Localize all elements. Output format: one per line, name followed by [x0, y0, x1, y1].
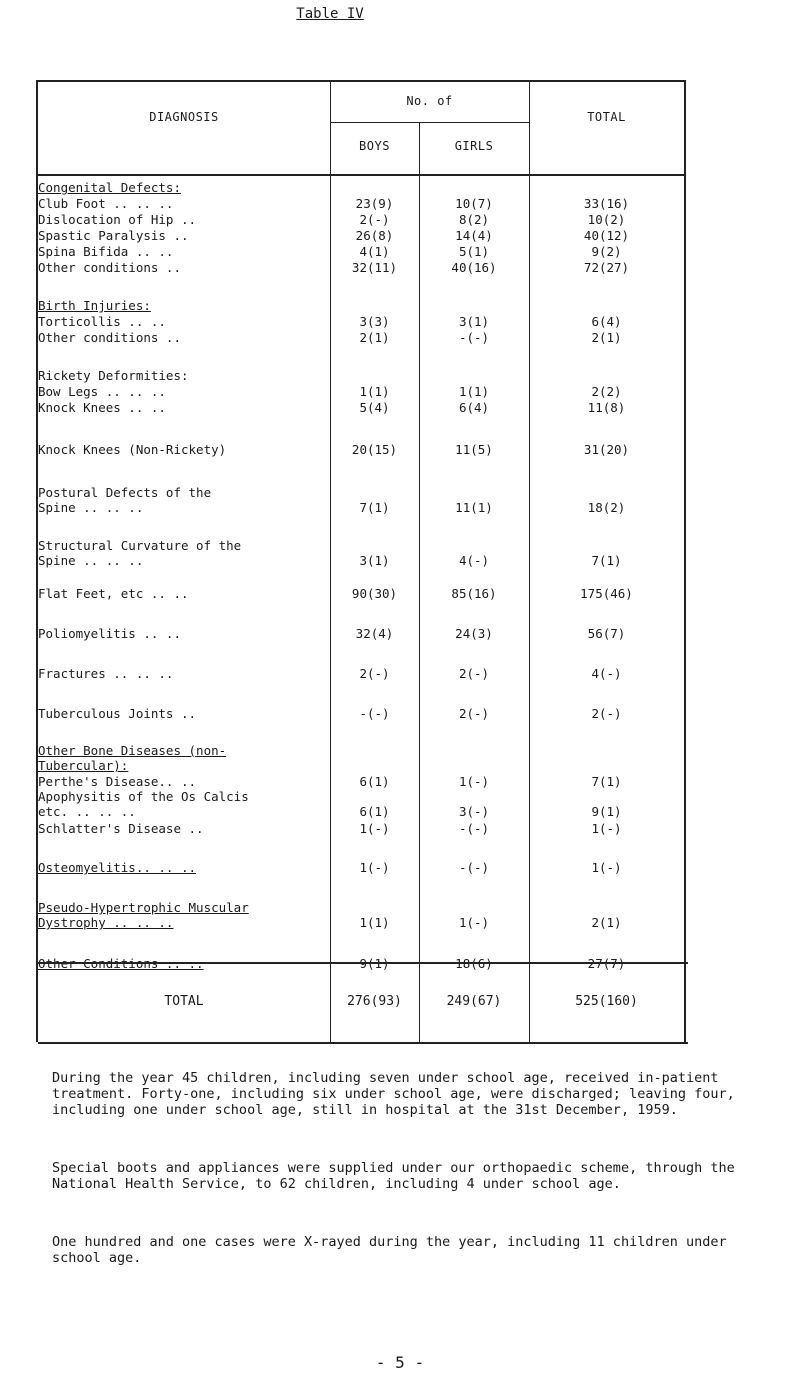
cell-boys: 26(8) — [355, 228, 394, 243]
cell-total: 9(2) — [591, 244, 622, 259]
total-row-girls: 249(67) — [446, 994, 502, 1009]
row-label-line: Congenital Defects: — [38, 180, 181, 195]
cell-girls: 5(1) — [458, 244, 490, 259]
row-label — [38, 666, 328, 681]
cell-girls: 85(16) — [451, 586, 497, 601]
total-row-boys: 276(93) — [347, 994, 402, 1009]
header-divider — [38, 174, 684, 176]
cell-total: 7(1) — [591, 553, 622, 568]
cell-boys: 90(30) — [351, 586, 398, 601]
row-label-line: Structural Curvature of the — [38, 538, 242, 553]
header-boys: BOYS — [359, 139, 390, 153]
cell-total: 33(16) — [583, 196, 630, 211]
page-number: - 5 - — [375, 1353, 425, 1372]
total-row-total: 525(160) — [575, 994, 638, 1009]
cell-boys: 6(1) — [359, 804, 390, 819]
cell-girls: 14(4) — [455, 228, 493, 243]
row-label — [38, 860, 328, 875]
row-label-line: Other conditions .. — [38, 260, 181, 275]
row-label-line: etc. .. .. .. — [38, 804, 136, 819]
cell-girls: 1(-) — [458, 915, 490, 930]
row-label — [38, 900, 328, 930]
cell-total: 2(2) — [591, 384, 622, 399]
cell-girls: 10(7) — [455, 196, 493, 211]
row-label — [38, 298, 328, 313]
row-label-line: Birth Injuries: — [38, 298, 151, 313]
cell-boys: 9(1) — [359, 956, 390, 971]
row-label — [38, 330, 328, 345]
row-label — [38, 368, 328, 383]
cell-total: 11(8) — [587, 400, 626, 415]
cell-boys: 3(1) — [359, 553, 390, 568]
cell-total: 2(1) — [591, 330, 622, 345]
row-label — [38, 260, 328, 275]
cell-boys: 2(-) — [359, 212, 390, 227]
cell-girls: 2(-) — [458, 706, 490, 721]
header-total: TOTAL — [587, 110, 626, 124]
cell-boys: 5(4) — [359, 400, 390, 415]
row-label-line: Spastic Paralysis .. — [38, 228, 189, 243]
row-label — [38, 538, 328, 568]
row-label-line: Bow Legs .. .. .. — [38, 384, 166, 399]
cell-boys: 23(9) — [355, 196, 394, 211]
row-label — [38, 821, 328, 836]
row-label-line: Osteomyelitis.. .. .. — [38, 860, 197, 875]
row-label-line: Pseudo-Hypertrophic Muscular — [38, 900, 249, 915]
cell-boys: 20(15) — [351, 442, 398, 457]
cell-boys: 1(1) — [359, 384, 390, 399]
cell-girls: 1(1) — [458, 384, 490, 399]
row-label — [38, 586, 328, 601]
row-label-line: Knock Knees .. .. — [38, 400, 166, 415]
row-label — [38, 706, 328, 721]
cell-boys: 1(1) — [359, 915, 390, 930]
row-label — [38, 228, 328, 243]
cell-total: 18(2) — [587, 500, 626, 515]
row-label-line: Rickety Deformities: — [38, 368, 189, 383]
row-label — [38, 180, 328, 195]
row-label-line: Other conditions .. — [38, 330, 181, 345]
cell-girls: 6(4) — [458, 400, 490, 415]
row-label-line: Tuberculous Joints .. — [38, 706, 197, 721]
cell-total: 2(1) — [591, 915, 622, 930]
row-label-line: Apophysitis of the Os Calcis — [38, 789, 249, 804]
cell-boys: 32(4) — [355, 626, 394, 641]
row-label-line: Spine .. .. .. — [38, 500, 144, 515]
cell-girls: 1(-) — [458, 774, 490, 789]
cell-girls: -(-) — [458, 330, 490, 345]
cell-girls: 2(-) — [458, 666, 490, 681]
cell-boys: 7(1) — [359, 500, 390, 515]
row-label — [38, 400, 328, 415]
row-label-line: Perthe's Disease.. .. — [38, 774, 197, 789]
cell-total: 4(-) — [591, 666, 622, 681]
cell-girls: 40(16) — [451, 260, 497, 275]
row-label — [38, 789, 328, 819]
cell-girls: 8(2) — [458, 212, 490, 227]
row-label-line: Flat Feet, etc .. .. — [38, 586, 189, 601]
row-label-line: Dislocation of Hip .. — [38, 212, 197, 227]
row-label-line: Spine .. .. .. — [38, 553, 144, 568]
header-girls: GIRLS — [454, 139, 494, 153]
row-label — [38, 743, 328, 773]
cell-boys: 6(1) — [359, 774, 390, 789]
cell-total: 27(7) — [587, 956, 626, 971]
cell-total: 175(46) — [580, 586, 633, 601]
row-label — [38, 314, 328, 329]
cell-boys: 4(1) — [359, 244, 390, 259]
cell-total: 10(2) — [587, 212, 626, 227]
cell-boys: 2(1) — [359, 330, 390, 345]
row-label-line: Knock Knees (Non-Rickety) — [38, 442, 227, 457]
cell-girls: 3(1) — [458, 314, 490, 329]
row-label-line: Schlatter's Disease .. — [38, 821, 204, 836]
cell-total: 40(12) — [583, 228, 630, 243]
cell-total: 31(20) — [583, 442, 630, 457]
paragraph-inpatient: During the year 45 children, including seven under school age, received in-patient treatment. Forty-one, including six under school age, were discharged; leaving four, including one under school age, still in hospital at the 31st December, 1959. — [52, 1070, 735, 1118]
row-label-line: Fractures .. .. .. — [38, 666, 174, 681]
cell-boys: 3(3) — [359, 314, 390, 329]
cell-boys: -(-) — [359, 706, 390, 721]
row-label — [38, 485, 328, 515]
cell-total: 1(-) — [591, 860, 622, 875]
cell-girls: 4(-) — [458, 553, 490, 568]
row-label — [38, 774, 328, 789]
cell-girls: 24(3) — [455, 626, 493, 641]
row-label — [38, 212, 328, 227]
total-row-label: TOTAL — [164, 994, 204, 1009]
header-divider — [330, 122, 529, 123]
paragraph-xray: One hundred and one cases were X-rayed during the year, including 11 children under school age. — [52, 1234, 727, 1266]
row-label-line: Tubercular): — [38, 758, 129, 773]
cell-girls: -(-) — [458, 860, 490, 875]
row-label-line: Club Foot .. .. .. — [38, 196, 174, 211]
row-label-line: Postural Defects of the — [38, 485, 212, 500]
cell-girls: 11(5) — [455, 442, 493, 457]
row-label — [38, 384, 328, 399]
row-label — [38, 626, 328, 641]
row-label — [38, 244, 328, 259]
diagnosis-table — [36, 80, 686, 1042]
cell-total: 7(1) — [591, 774, 622, 789]
cell-total: 56(7) — [587, 626, 626, 641]
page-title: Table IV — [296, 6, 364, 22]
header-diagnosis: DIAGNOSIS — [149, 110, 219, 124]
row-label-line: Other Conditions .. .. — [38, 956, 204, 971]
cell-total: 9(1) — [591, 804, 622, 819]
cell-total: 72(27) — [583, 260, 630, 275]
cell-girls: 18(6) — [455, 956, 493, 971]
cell-boys: 32(11) — [351, 260, 398, 275]
cell-girls: 11(1) — [455, 500, 493, 515]
cell-total: 2(-) — [591, 706, 622, 721]
header-no-of: No. of — [406, 94, 453, 108]
row-label — [38, 196, 328, 211]
paragraph-appliances: Special boots and appliances were supplied under our orthopaedic scheme, through the National Health Service, to 62 children, including 4 under school age. — [52, 1160, 735, 1192]
row-label — [38, 442, 328, 457]
total-row — [38, 962, 688, 1044]
row-label-line: Dystrophy .. .. .. — [38, 915, 174, 930]
row-label-line: Other Bone Diseases (non- — [38, 743, 227, 758]
cell-girls: 3(-) — [458, 804, 490, 819]
cell-girls: -(-) — [458, 821, 490, 836]
cell-boys: 1(-) — [359, 860, 390, 875]
cell-boys: 1(-) — [359, 821, 390, 836]
cell-total: 6(4) — [591, 314, 622, 329]
row-label-line: Torticollis .. .. — [38, 314, 166, 329]
cell-boys: 2(-) — [359, 666, 390, 681]
row-label-line: Poliomyelitis .. .. — [38, 626, 181, 641]
cell-total: 1(-) — [591, 821, 622, 836]
row-label-line: Spina Bifida .. .. — [38, 244, 174, 259]
